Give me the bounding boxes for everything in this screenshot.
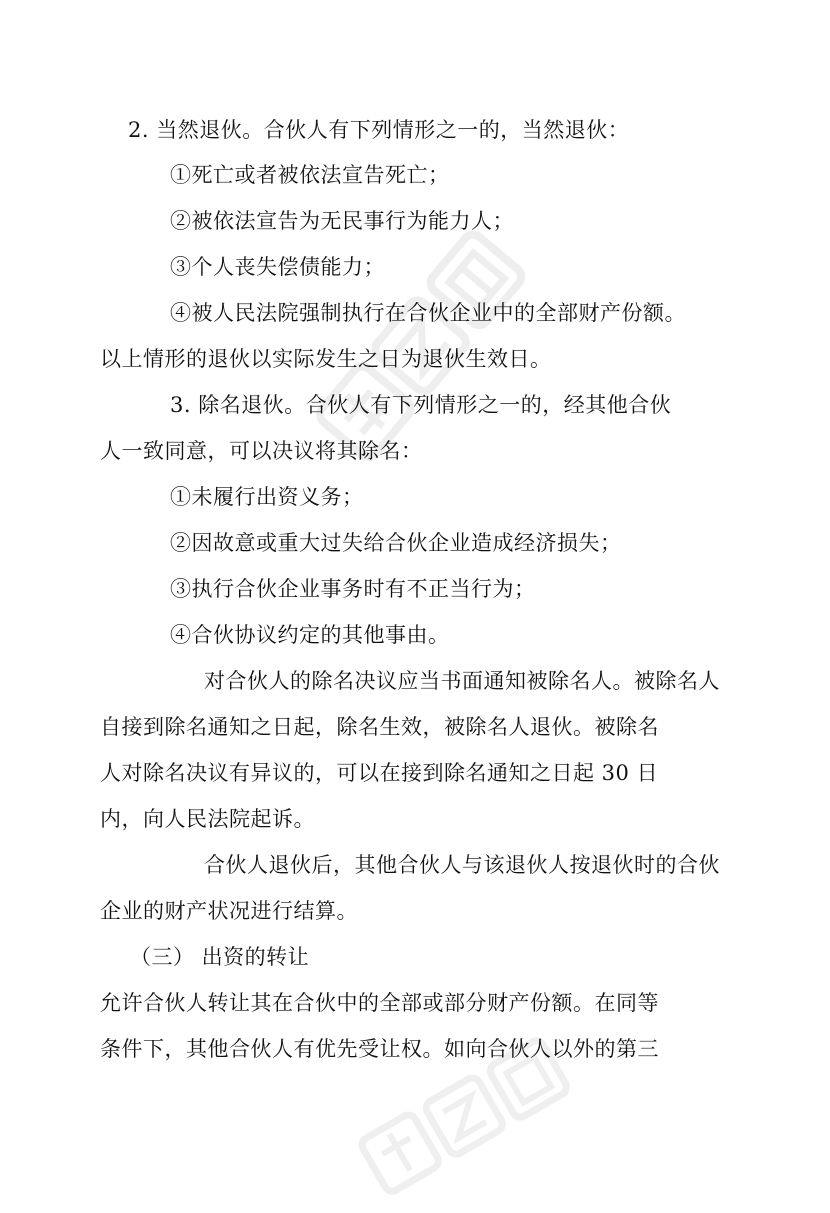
expulsion-notice-line-3: 人对除名决议有异议的，可以在接到除名通知之日起 30 日 (100, 761, 659, 785)
clause-2-effective-note: 以上情形的退伙以实际发生之日为退伙生效日。 (100, 347, 552, 371)
clause-2-item-1: ①死亡或者被依法宣告死亡； (170, 163, 450, 187)
section-3-heading: （三） 出资的转让 (130, 945, 310, 969)
clause-2-heading: 2. 当然退伙。合伙人有下列情形之一的，当然退伙： (128, 118, 630, 142)
clause-2-item-3: ③个人丧失偿债能力； (170, 255, 385, 279)
clause-3-item-4: ④合伙协议约定的其他事由。 (170, 623, 450, 647)
settlement-paragraph: 合伙人退伙后，其他合伙人与该退伙人按退伙时的合伙 (204, 853, 720, 877)
clause-2-item-4: ④被人民法院强制执行在合伙企业中的全部财产份额。 (170, 301, 686, 325)
settlement-line-2: 企业的财产状况进行结算。 (100, 899, 358, 923)
expulsion-notice-paragraph: 对合伙人的除名决议应当书面通知被除名人。被除名人 (204, 669, 720, 693)
clause-3-heading: 3. 除名退伙。合伙人有下列情形之一的，经其他合伙 (170, 393, 672, 417)
clause-3-item-1: ①未履行出资义务； (170, 485, 364, 509)
clause-3-heading-cont: 人一致同意，可以决议将其除名： (100, 439, 423, 463)
expulsion-notice-line-4: 内，向人民法院起诉。 (100, 807, 315, 831)
clause-3-item-3: ③执行合伙企业事务时有不正当行为； (170, 577, 536, 601)
transfer-paragraph: 允许合伙人转让其在合伙中的全部或部分财产份额。在同等 (100, 991, 659, 1015)
clause-3-item-2: ②因故意或重大过失给合伙企业造成经济损失； (170, 531, 622, 555)
transfer-line-2: 条件下，其他合伙人有优先受让权。如向合伙人以外的第三 (100, 1037, 659, 1061)
clause-2-item-2: ②被依法宣告为无民事行为能力人； (170, 209, 514, 233)
expulsion-notice-line-2: 自接到除名通知之日起，除名生效，被除名人退伙。被除名 (100, 715, 659, 739)
